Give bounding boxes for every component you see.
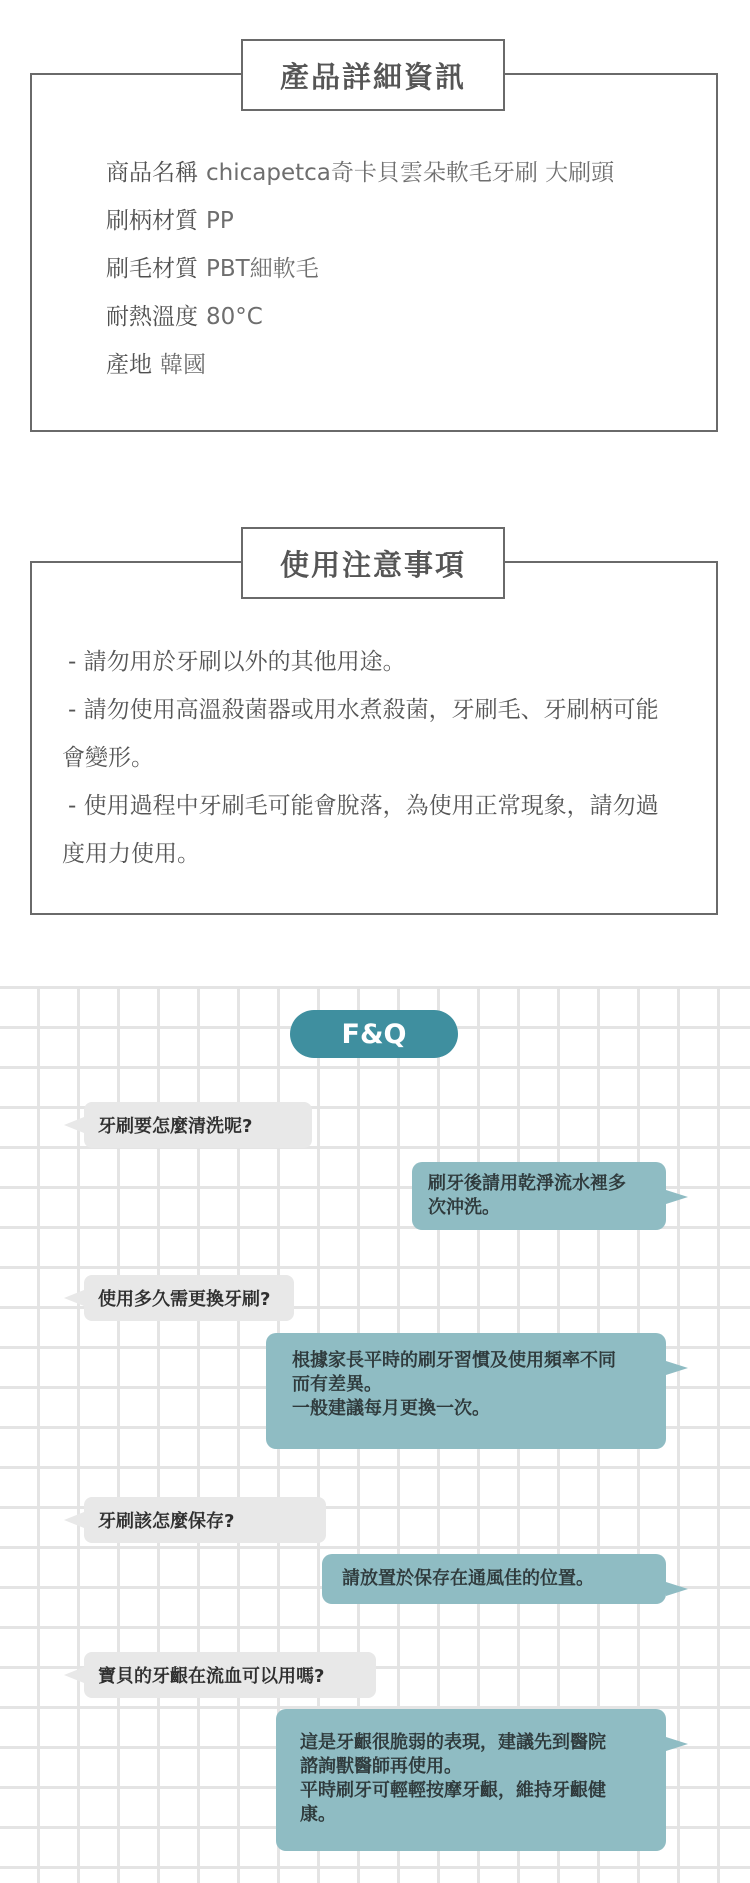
faq-answer-line: 而有差異。 — [292, 1374, 382, 1395]
faq-answer-line: 根據家長平時的刷牙習慣及使用頻率不同 — [292, 1350, 616, 1371]
spec-value: 80°C — [206, 304, 263, 330]
note-line: - 請勿使用高溫殺菌器或用水煮殺菌，牙刷毛、牙刷柄可能 — [68, 697, 659, 723]
note-line: - 請勿用於牙刷以外的其他用途。 — [68, 649, 406, 675]
spec-label: 商品名稱 — [106, 160, 198, 186]
spec-label: 耐熱溫度 — [106, 304, 198, 330]
spec-value: PP — [206, 208, 234, 234]
spec-value: chicapetca奇卡貝雲朵軟毛牙刷 大刷頭 — [206, 160, 615, 186]
faq-question: 使用多久需更換牙刷? — [84, 1275, 294, 1321]
note-line: 度用力使用。 — [62, 841, 200, 867]
spec-value: PBT細軟毛 — [206, 256, 319, 282]
faq-answer-line: 這是牙齦很脆弱的表現，建議先到醫院 — [300, 1732, 606, 1753]
spec-row — [106, 298, 263, 331]
faq-answer-line: 平時刷牙可輕輕按摩牙齦，維持牙齦健 — [300, 1780, 606, 1801]
spec-label: 刷柄材質 — [106, 208, 198, 234]
faq-answer-line: 諮詢獸醫師再使用。 — [300, 1756, 462, 1777]
spec-panel-title: 產品詳細資訊 — [241, 39, 505, 111]
faq-answer-line: 康。 — [300, 1804, 336, 1825]
faq-question: 牙刷該怎麼保存? — [84, 1497, 326, 1543]
faq-answer — [266, 1333, 666, 1449]
faq-answer-line: 請放置於保存在通風佳的位置。 — [342, 1568, 594, 1589]
spec-label: 刷毛材質 — [106, 256, 198, 282]
faq-answer-line: 次沖洗。 — [428, 1197, 500, 1218]
notes-panel-title: 使用注意事項 — [241, 527, 505, 599]
faq-answer — [322, 1554, 666, 1604]
spec-value: 韓國 — [160, 352, 206, 378]
spec-row — [106, 154, 614, 187]
faq-title-pill: F&Q — [290, 1010, 458, 1058]
note-line: - 使用過程中牙刷毛可能會脫落，為使用正常現象，請勿過 — [68, 793, 659, 819]
faq-answer — [276, 1709, 666, 1851]
spec-row — [106, 250, 319, 283]
faq-question: 牙刷要怎麼清洗呢? — [84, 1102, 312, 1148]
faq-answer-line: 刷牙後請用乾淨流水裡多 — [428, 1173, 626, 1194]
faq-question: 寶貝的牙齦在流血可以用嗎? — [84, 1652, 376, 1698]
spec-label: 產地 — [106, 352, 152, 378]
spec-row — [106, 202, 234, 235]
faq-answer — [412, 1162, 666, 1230]
faq-answer-line: 一般建議每月更換一次。 — [292, 1398, 490, 1419]
note-line: 會變形。 — [62, 745, 154, 771]
spec-row — [106, 346, 206, 379]
